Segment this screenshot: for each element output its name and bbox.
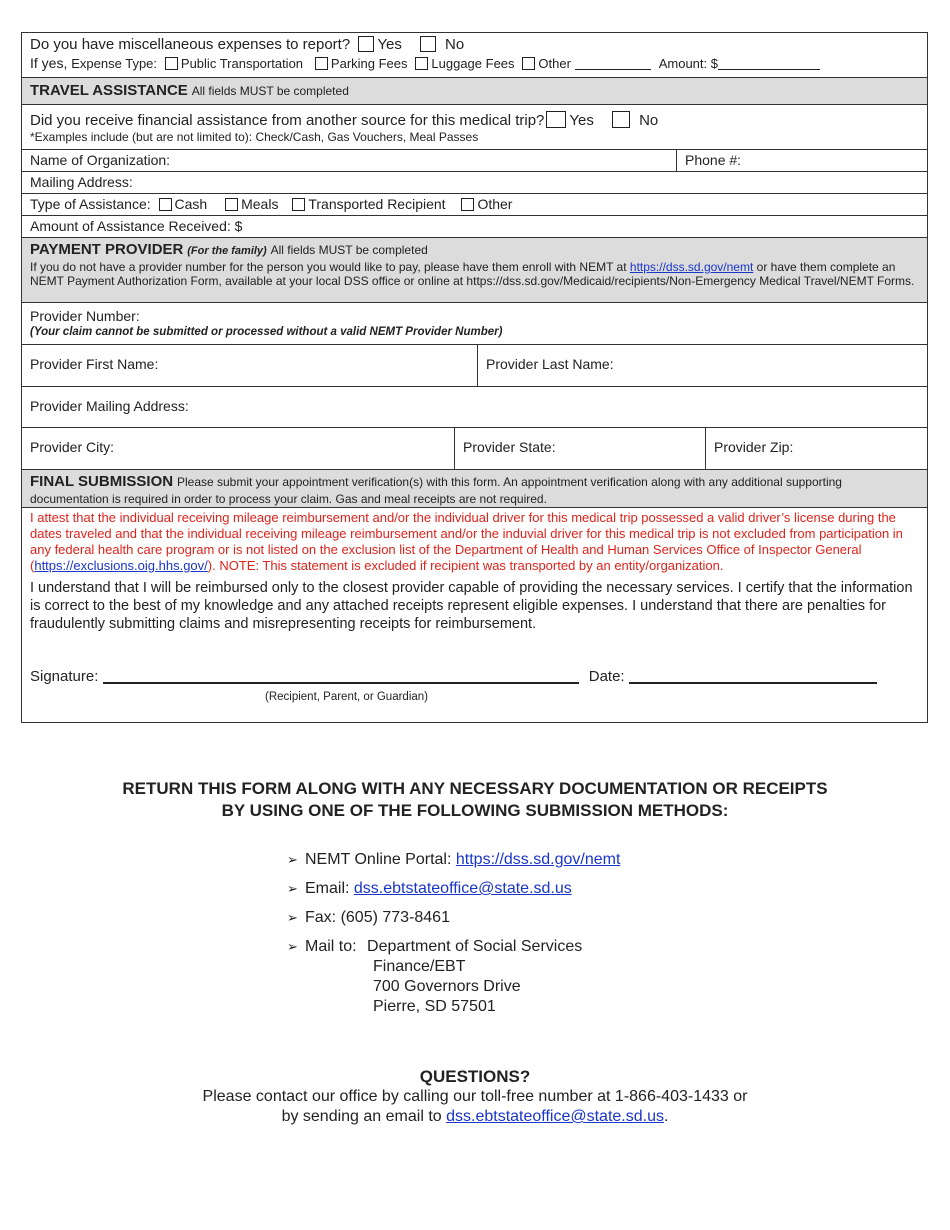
payment-provider-title: PAYMENT PROVIDER — [30, 241, 184, 258]
travel-assistance-question-row — [22, 105, 927, 150]
questions-line2 — [0, 1107, 950, 1127]
other-expense-label: Other — [538, 56, 571, 71]
provider-state-field[interactable] — [454, 428, 705, 469]
date-field[interactable] — [629, 682, 877, 684]
signature-label: Signature: — [30, 668, 99, 685]
misc-yes-checkbox[interactable] — [358, 36, 374, 52]
other-assistance-checkbox[interactable] — [461, 198, 474, 211]
misc-expenses-section — [22, 33, 927, 78]
misc-if-yes: If yes, — [30, 55, 68, 71]
assistance-amount-label: Amount of Assistance Received: $ — [30, 218, 243, 234]
method-email — [287, 879, 620, 899]
arrow-bullet-icon: ➢ — [287, 881, 298, 896]
arrow-bullet-icon: ➢ — [287, 852, 298, 867]
cash-checkbox[interactable] — [159, 198, 172, 211]
provider-city-field[interactable] — [22, 428, 454, 469]
expense-type-label: Expense Type: — [71, 56, 158, 71]
final-submission-header — [22, 470, 927, 508]
misc-yes-label: Yes — [377, 36, 402, 53]
organization-row — [22, 150, 927, 172]
arrow-bullet-icon: ➢ — [287, 910, 298, 925]
provider-location-row — [22, 428, 927, 470]
phone-label: Phone #: — [685, 152, 742, 168]
questions-title: QUESTIONS? — [419, 1067, 531, 1086]
nemt-enroll-link[interactable]: https://dss.sd.gov/nemt — [629, 260, 754, 274]
payment-desc-part1: If you do not have a provider number for the person you would like to pay, please have them enroll with NEMT at — [30, 260, 627, 274]
attestation-text — [30, 510, 919, 574]
travel-yes-checkbox[interactable] — [546, 111, 566, 128]
provider-first-name-label: Provider First Name: — [30, 356, 159, 372]
provider-name-row — [22, 345, 927, 387]
travel-assistance-header — [22, 78, 927, 105]
travel-assistance-note: All fields MUST be completed — [191, 84, 349, 98]
understanding-statement: I understand that I will be reimbursed only to the closest provider capable of providing the necessary services. I certify that the information is correct to the best of my knowledge and any attached receipts represent eligible expenses. I understand that there are penalties for fraudulently submitting claims and misrepresenting receipts for reimbursement. — [30, 580, 913, 632]
other-expense-checkbox[interactable] — [522, 57, 535, 70]
exclusions-link[interactable]: https://exclusions.oig.hhs.gov/ — [34, 558, 208, 573]
for-family-note: (For the family) — [187, 245, 267, 257]
provider-zip-field[interactable] — [705, 428, 927, 469]
assistance-type-label: Type of Assistance: — [30, 196, 151, 212]
date-label: Date: — [588, 668, 625, 685]
payment-provider-note: All fields MUST be completed — [270, 243, 428, 257]
method-fax — [287, 908, 620, 928]
method-online-portal — [287, 850, 620, 870]
email-label: Email: — [305, 880, 350, 897]
questions-line1: Please contact our office by calling our toll-free number at 1-866-403-1433 or — [202, 1088, 748, 1105]
return-instructions-heading — [0, 778, 950, 822]
parking-fees-checkbox[interactable] — [315, 57, 328, 70]
assistance-amount-field[interactable] — [22, 216, 927, 238]
return-heading-line1: RETURN THIS FORM ALONG WITH ANY NECESSARY DOCUMENTATION OR RECEIPTS — [122, 779, 828, 798]
method-mail — [287, 937, 620, 1017]
attestation-section — [22, 508, 927, 722]
provider-number-warning: (Your claim cannot be submitted or processed without a valid NEMT Provider Number) — [30, 326, 503, 338]
provider-mailing-address-field[interactable] — [22, 387, 927, 428]
final-submission-description: Please submit your appointment verification(s) with this form. An appointment verification along with any additional supporting documentation is required in order to process your claim. Gas and meal receipts are not required. — [30, 475, 842, 506]
travel-assistance-title: TRAVEL ASSISTANCE — [30, 82, 188, 99]
signature-row — [30, 668, 877, 685]
misc-no-checkbox[interactable] — [420, 36, 436, 52]
travel-question: Did you receive financial assistance from another source for this medical trip? — [30, 112, 545, 129]
travel-examples: *Examples include (but are not limited to): Check/Cash, Gas Vouchers, Meal Passes — [30, 130, 479, 144]
portal-link[interactable]: https://dss.sd.gov/nemt — [455, 851, 621, 868]
payment-provider-description — [30, 260, 919, 288]
parking-fees-label: Parking Fees — [330, 56, 408, 71]
provider-last-name-label: Provider Last Name: — [486, 356, 614, 372]
mail-line-3: 700 Governors Drive — [373, 978, 521, 995]
provider-last-name-field[interactable] — [477, 345, 927, 386]
signature-caption: (Recipient, Parent, or Guardian) — [265, 691, 428, 703]
organization-field[interactable] — [22, 150, 676, 171]
reimbursement-form — [21, 32, 928, 723]
payment-desc-part2: or have them complete an NEMT Payment Authorization Form, available at your local DSS office or online at https://dss.sd.gov/Medicaid/recipients/Non-Emergency Medical Travel/NEMT Forms. — [30, 260, 915, 288]
mailing-address-label: Mailing Address: — [30, 174, 133, 190]
misc-question: Do you have miscellaneous expenses to report? — [30, 36, 351, 53]
attestation-part2: ). NOTE: This statement is excluded if recipient was transported by an entity/organization. — [207, 558, 724, 573]
questions-period: . — [663, 1108, 669, 1125]
mail-label: Mail to: — [305, 938, 357, 955]
travel-no-checkbox[interactable] — [612, 111, 630, 128]
mail-line-1: Department of Social Services — [367, 938, 583, 955]
organization-label: Name of Organization: — [30, 152, 171, 168]
attestation-part1: I attest that the individual receiving mileage reimbursement and/or the individual driver for this medical trip possessed a valid driver’s license during the dates traveled and that the individual receiving mileage reimbursement and/or the induvial driver for this medical trip is not excluded from participation in any federal health care program or is not listed on the exclusion list of the Department of Health and Human Services Office of Inspector General ( — [30, 510, 903, 573]
cash-label: Cash — [174, 196, 208, 212]
final-submission-title: FINAL SUBMISSION — [30, 473, 174, 490]
arrow-bullet-icon: ➢ — [287, 939, 298, 954]
provider-state-label: Provider State: — [463, 439, 556, 455]
questions-line2-text: by sending an email to — [281, 1108, 442, 1125]
provider-mailing-address-label: Provider Mailing Address: — [30, 398, 189, 414]
provider-first-name-field[interactable] — [22, 345, 477, 386]
luggage-fees-checkbox[interactable] — [415, 57, 428, 70]
payment-provider-header — [22, 238, 927, 303]
provider-zip-label: Provider Zip: — [714, 439, 794, 455]
questions-email-link[interactable]: dss.ebtstateoffice@state.sd.us — [446, 1108, 664, 1125]
assistance-type-row — [22, 194, 927, 216]
misc-no-label: No — [445, 36, 465, 53]
submission-methods-list — [287, 850, 620, 1017]
provider-number-field[interactable] — [22, 303, 927, 345]
questions-section — [0, 1067, 950, 1127]
mail-line-2: Finance/EBT — [373, 958, 466, 975]
meals-checkbox[interactable] — [225, 198, 238, 211]
return-heading-line2: BY USING ONE OF THE FOLLOWING SUBMISSION METHODS: — [221, 801, 729, 820]
other-assistance-label: Other — [477, 196, 513, 212]
transported-recipient-label: Transported Recipient — [308, 196, 446, 212]
transported-recipient-checkbox[interactable] — [292, 198, 305, 211]
travel-yes-label: Yes — [569, 112, 594, 129]
fax-text: Fax: (605) 773-8461 — [305, 909, 450, 926]
other-expense-field[interactable] — [575, 69, 651, 70]
provider-number-label: Provider Number: — [30, 308, 140, 324]
travel-no-label: No — [639, 112, 659, 129]
phone-field[interactable] — [676, 150, 927, 171]
public-transportation-checkbox[interactable] — [165, 57, 178, 70]
amount-label: Amount: $ — [658, 56, 718, 71]
mailing-address-field[interactable] — [22, 172, 927, 194]
public-transportation-label: Public Transportation — [180, 56, 304, 71]
portal-label: NEMT Online Portal: — [305, 851, 452, 868]
amount-field[interactable] — [718, 69, 820, 70]
signature-field[interactable] — [103, 682, 579, 684]
meals-label: Meals — [241, 196, 279, 212]
provider-city-label: Provider City: — [30, 439, 115, 455]
email-link[interactable]: dss.ebtstateoffice@state.sd.us — [353, 880, 572, 897]
luggage-fees-label: Luggage Fees — [431, 56, 515, 71]
mail-line-4: Pierre, SD 57501 — [373, 998, 496, 1015]
